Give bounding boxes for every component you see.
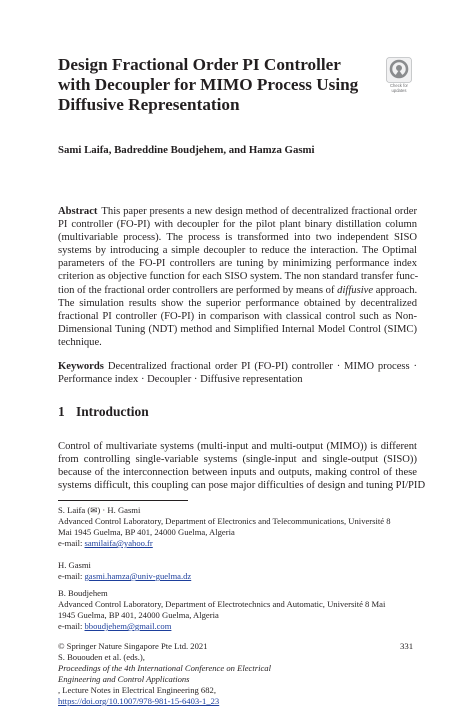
section-number: 1	[58, 404, 65, 419]
email-link[interactable]: bboudjehem@gmail.com	[84, 621, 172, 631]
intro-line: systems difficult, this coupling can pose major difficulties of design and tuning PI/PID	[58, 480, 426, 492]
abstract-label: Abstract	[58, 206, 98, 217]
footnote-divider	[58, 500, 188, 501]
section-heading	[58, 404, 149, 420]
affiliation-line: 1945 Guelma, BP 401, 24000 Guelma, Algeria	[58, 610, 219, 620]
abstract-line: PI controller (FO-PI) with decoupler for the pilot plant binary distillation column	[58, 219, 417, 231]
section-title: Introduction	[76, 404, 149, 419]
citation-italic: Proceedings of the 4th International Conference on Electrical	[58, 663, 271, 673]
intro-line: because of the interconnection between inputs and outputs, making control of these	[58, 467, 417, 479]
citation-text: S. Bououden et al. (eds.),	[58, 652, 145, 662]
affiliation-block	[58, 505, 428, 549]
abstract-line: systems by introducing a simple decoupler to reduce the interaction. The Optimal	[58, 245, 417, 257]
doi-link[interactable]: https://doi.org/10.1007/978-981-15-6403-1_23	[58, 696, 220, 706]
intro-paragraph	[58, 440, 426, 492]
abstract-line: technique.	[58, 336, 102, 348]
affiliation-block	[58, 588, 428, 632]
title-line: Design Fractional Order PI Controller	[58, 55, 341, 74]
citation-italic: Engineering and Control Applications	[58, 674, 190, 684]
citation-text: , Lecture Notes in Electrical Engineering 682,	[58, 685, 216, 695]
paper-title	[58, 55, 378, 115]
abstract-line: parameters of the FO-PI controllers are tuning by minimizing performance index	[58, 258, 417, 270]
abstract-line: This paper presents a new design method of decentralized fractional order	[101, 206, 417, 217]
email-label: e-mail:	[58, 571, 85, 581]
email-label: e-mail:	[58, 538, 85, 548]
email-link[interactable]: samilaifa@yahoo.fr	[84, 538, 153, 548]
intro-line: from controlling single-variable systems (single-input and single-output (SISO))	[58, 454, 417, 466]
check-for-updates-badge[interactable]	[380, 57, 418, 97]
affiliation-names: H. Gasmi	[58, 560, 91, 570]
badge-label: Check for updates	[390, 83, 408, 93]
abstract-line-end: approach.	[373, 284, 418, 296]
title-line: Diffusive Representation	[58, 95, 240, 114]
abstract	[58, 205, 417, 349]
abstract-line: fractional PI controller (FO-PI) in comparison with classical control such as Non-	[58, 310, 417, 322]
keywords-line: Performance index · Decoupler · Diffusive representation	[58, 374, 303, 386]
page-number: 331	[400, 641, 414, 651]
copyright-line: © Springer Nature Singapore Pte Ltd. 2021	[58, 641, 208, 651]
email-label: e-mail:	[58, 621, 85, 631]
keywords-line: Decentralized fractional order PI (FO-PI) controller · MIMO process ·	[107, 361, 417, 372]
abstract-line: criterion as objective function for each SISO system. The non standard transfer func-	[58, 271, 419, 283]
affiliation-line: Advanced Control Laboratory, Department of Electronics and Telecommunications, Université 8	[58, 516, 391, 526]
abstract-line: (multivariable process). The process is transformed into two independent SISO	[58, 232, 417, 244]
keywords	[58, 360, 417, 386]
abstract-line: tion of the fractional order controllers are performed by means of	[58, 284, 335, 296]
affiliation-line: Advanced Control Laboratory, Department of Electrotechnics and Automatic, Université 8 Mai	[58, 599, 386, 609]
affiliation-names: B. Boudjehem	[58, 588, 108, 598]
intro-line: Control of multivariate systems (multi-input and multi-output (MIMO)) is different	[58, 441, 417, 452]
abstract-line: Dimensional Tuning (NDT) method and Simplified Internal Model Control (SIMC)	[58, 323, 417, 335]
affiliation-names: S. Laifa (✉) · H. Gasmi	[58, 505, 141, 515]
email-link[interactable]: gasmi.hamza@univ-guelma.dz	[84, 571, 192, 581]
affiliation-line: Mai 1945 Guelma, BP 401, 24000 Guelma, Algeria	[58, 527, 235, 537]
affiliation-block	[58, 560, 428, 582]
title-line: with Decoupler for MIMO Process Using	[58, 75, 359, 94]
abstract-line: The simulation results show the superior performance obtained by decentralized	[58, 297, 417, 309]
check-updates-icon	[386, 57, 412, 83]
abstract-italic-word: diffusive	[337, 284, 374, 296]
copyright-block	[58, 641, 428, 707]
keywords-label: Keywords	[58, 361, 104, 372]
author-list: Sami Laifa, Badreddine Boudjehem, and Hamza Gasmi	[58, 144, 315, 156]
